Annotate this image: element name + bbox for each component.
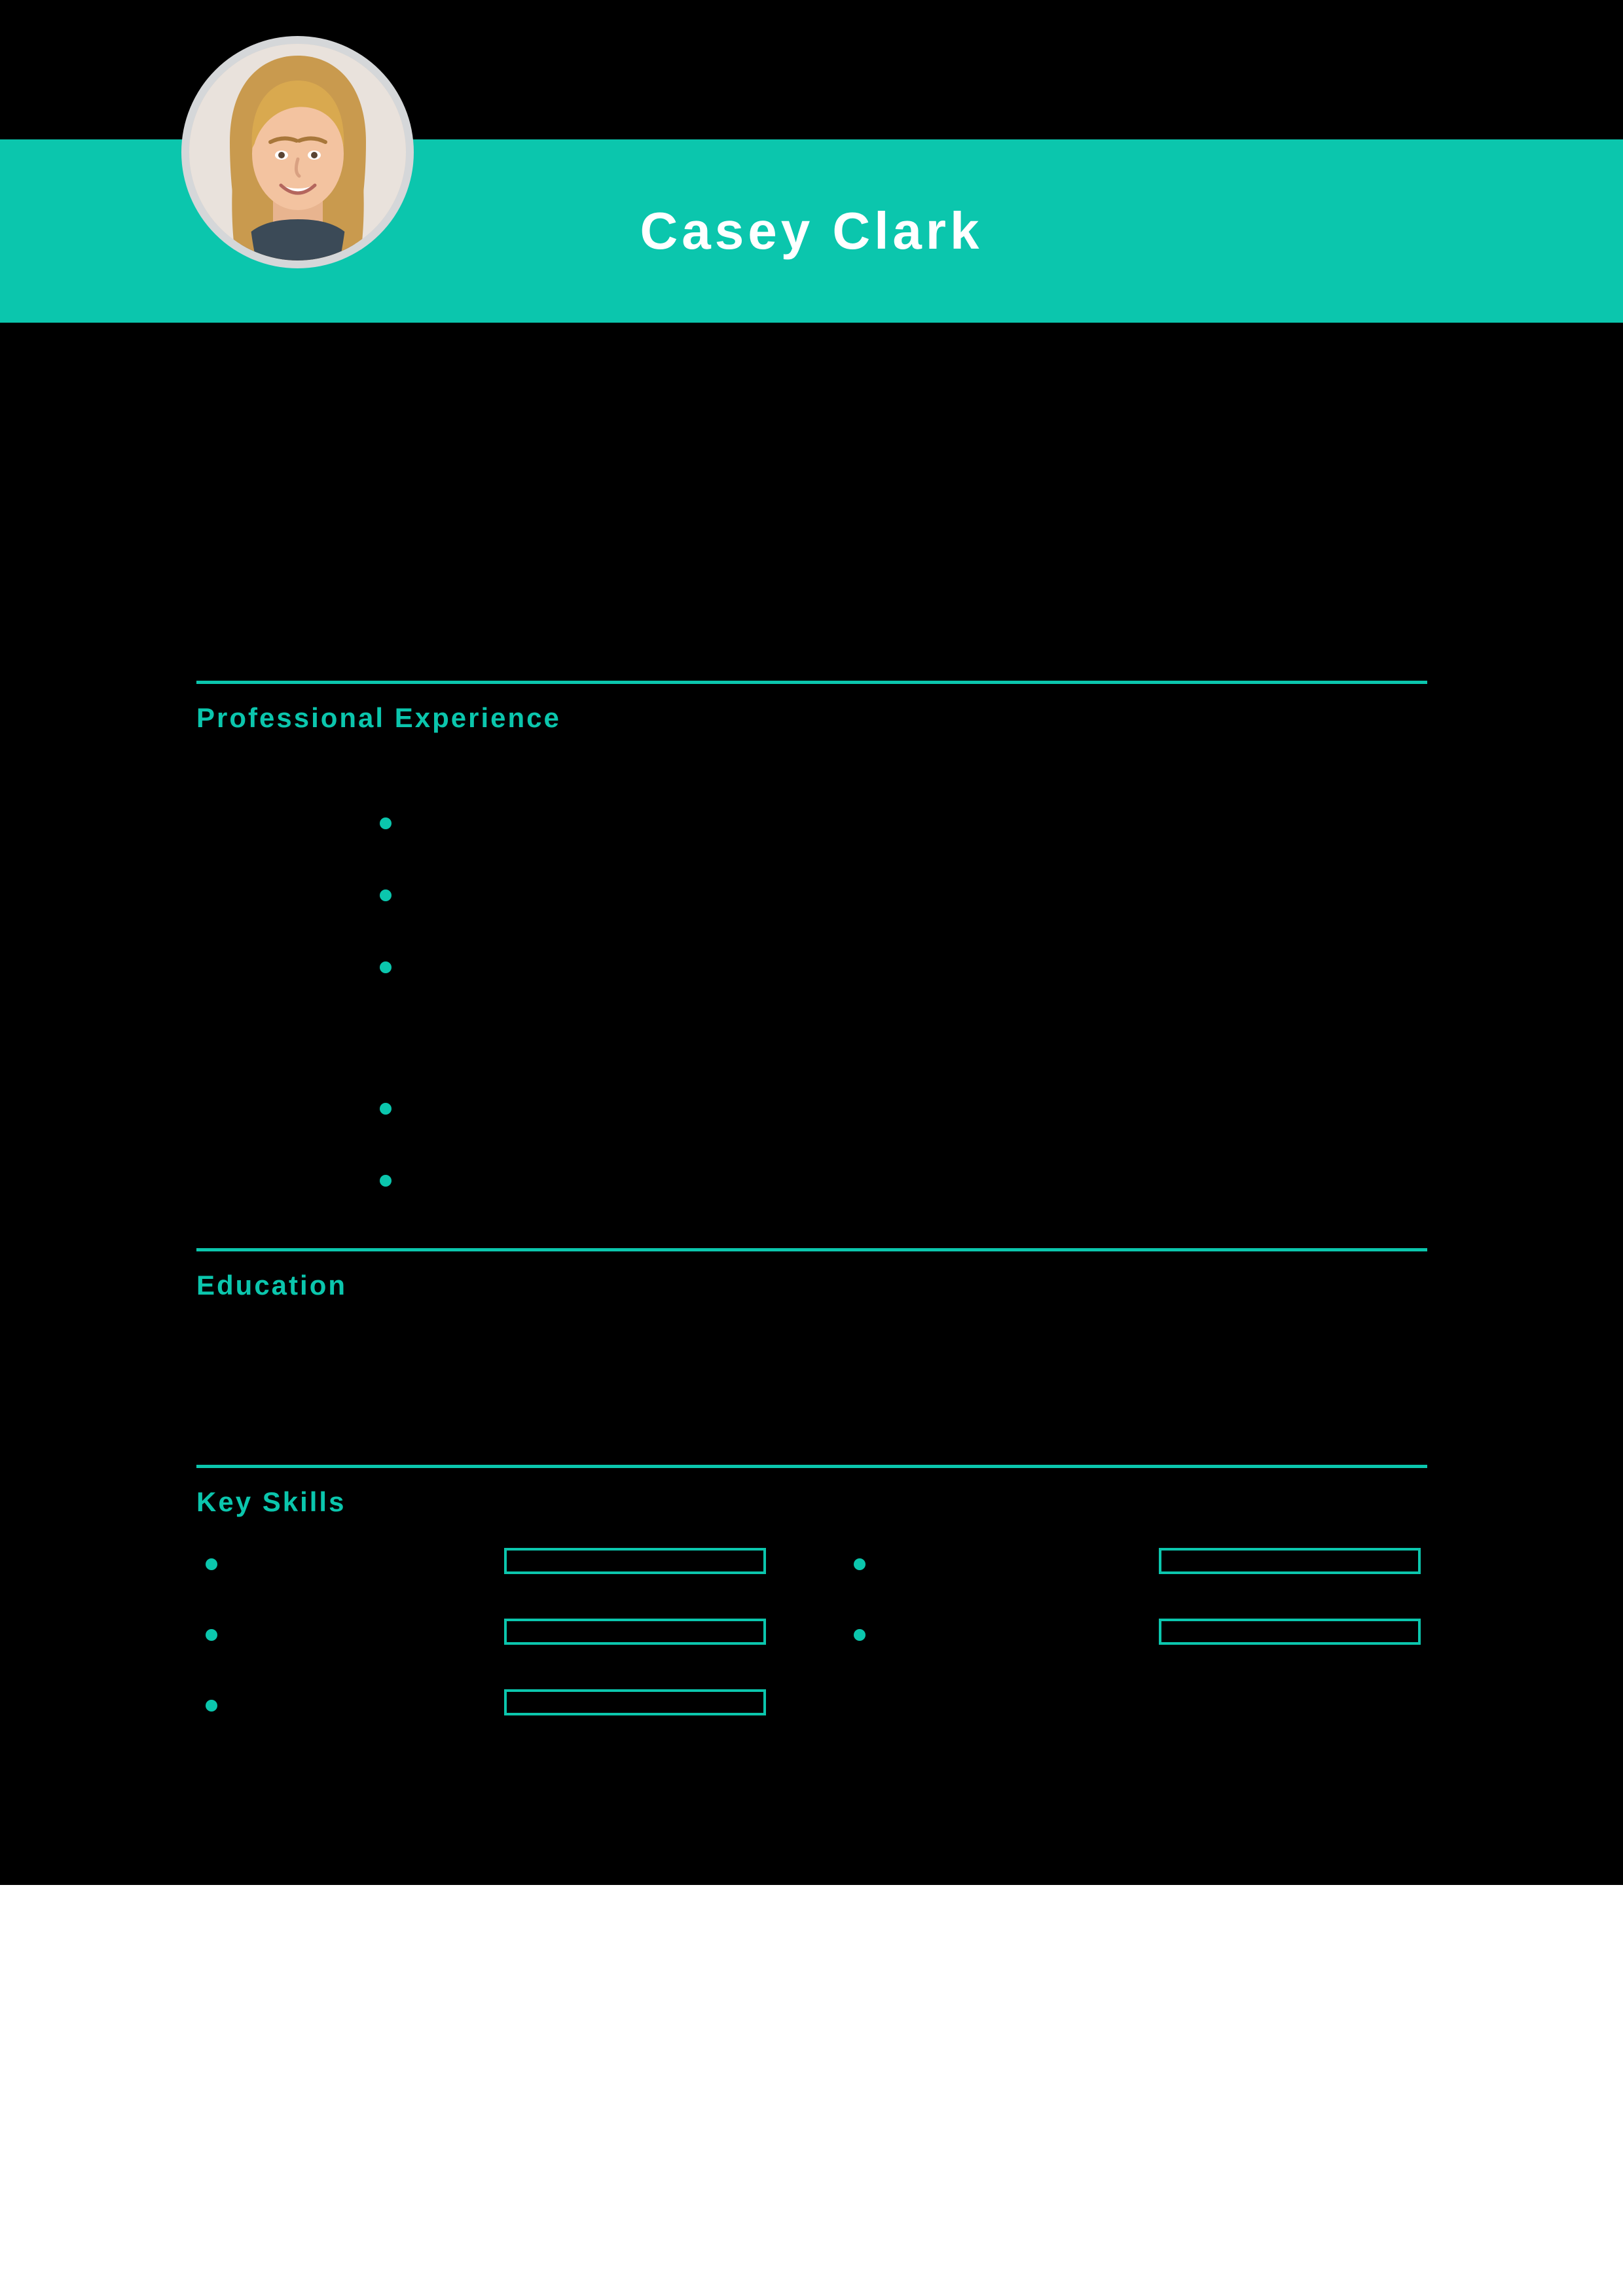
section-title-skills: Key Skills (196, 1486, 346, 1517)
list-item (196, 793, 1427, 865)
list-item (196, 1078, 1427, 1150)
spacer (196, 734, 1427, 793)
bullet-icon (380, 817, 392, 829)
experience-list (196, 793, 1427, 1222)
bullet-icon (380, 1103, 392, 1115)
section-title-education: Education (196, 1270, 348, 1300)
profile-photo-icon (189, 44, 406, 260)
bullet-icon (854, 1629, 866, 1641)
education-text (196, 1301, 1427, 1465)
section-title-experience: Professional Experience (196, 702, 561, 733)
bullet-icon (380, 889, 392, 901)
skill-level-bar (504, 1689, 766, 1715)
bullet-icon (380, 1175, 392, 1187)
bullet-icon (206, 1700, 217, 1712)
resume-body (196, 681, 1427, 1747)
page-title: Casey Clark (640, 202, 983, 260)
bullet-icon (380, 961, 392, 973)
skill-row (196, 1605, 1427, 1676)
avatar-image (189, 44, 406, 260)
list-item (196, 937, 1427, 1078)
skill-row (196, 1535, 1427, 1605)
list-item (196, 865, 1427, 937)
list-item (196, 1150, 1427, 1222)
education-divider (196, 1248, 1427, 1251)
skill-level-bar (1159, 1548, 1421, 1574)
avatar (181, 36, 414, 268)
skill-row (196, 1676, 1427, 1747)
spacer (196, 1222, 1427, 1248)
skills-grid (196, 1535, 1427, 1747)
skill-level-bar (1159, 1619, 1421, 1645)
bullet-icon (854, 1558, 866, 1570)
skills-divider (196, 1465, 1427, 1468)
experience-divider (196, 681, 1427, 684)
skills-column-right (196, 1535, 1427, 1676)
